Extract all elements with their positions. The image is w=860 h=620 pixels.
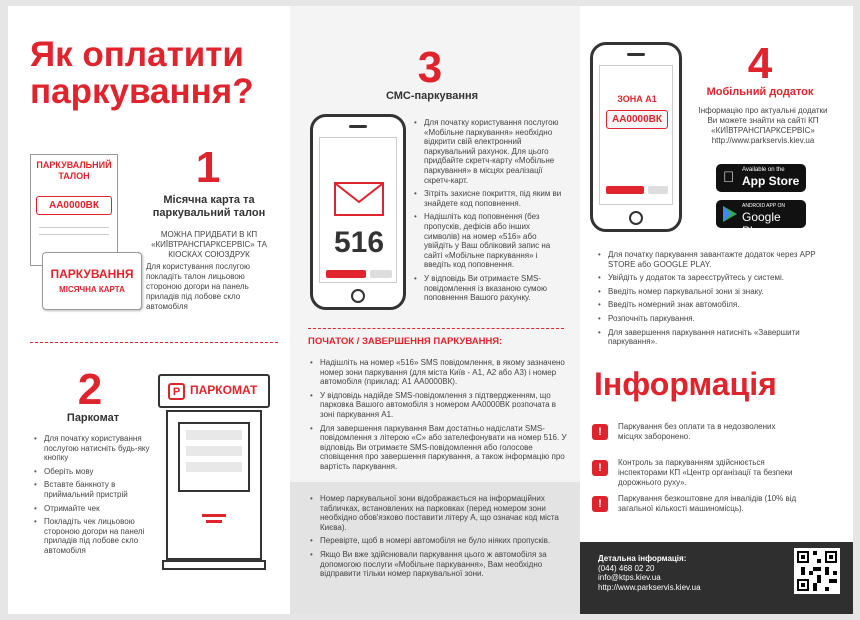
gplay-small: ANDROID APP ON [742,203,785,209]
list-item: • Надішліть на номер «516» SMS повідомлення, в якому зазначено номер зони паркування (для міста Київ - А1, А2 або А3) і номер автомобіля (приклад: А1 АА0000ВК). [308,358,568,387]
list-item: • Вставте банкноту в приймальний пристрій [32,480,162,499]
gplay-big: Google Play [742,210,781,238]
list-item: • Номер паркувальної зони відображається на інформаційних табличках, встановлених на парковках (перед номером зони необхідно обов'язково поставити літеру А, що означає код міста Києва). [308,494,570,532]
section-3-steps [412,118,562,307]
list-item: • Для початку користування послугою натисніть будь-яку кнопку [32,434,162,463]
appstore-small: Available on the [742,167,785,173]
machine-label: ПАРКОМАТ [190,383,258,397]
warning-icon: ! [592,496,608,512]
usage-note: Для користування послугою покладіть талон лицьовою стороною догори на панель приладів під лобове скло автомобіля [146,262,250,311]
list-item: • У відповідь Ви отримаєте SMS-повідомлення із вказаною сумою поповнення Вашого рахунку. [412,274,562,303]
flyer-sheet [8,6,853,614]
parking-ticket-illustration [30,154,118,266]
buy-note: МОЖНА ПРИДБАТИ В КП «КИЇВТРАНСПАРКСЕРВІС» ТА КІОСКАХ СОЮЗДРУК [151,230,267,259]
sms-number: 516 [333,226,385,259]
parking-meter-illustration [154,368,276,584]
section-2-number: 2 [77,365,103,414]
section-3-heading: СМС-паркування [385,90,479,102]
list-item: • Введіть номерний знак автомобіля. [596,300,832,310]
list-item: • Отримайте чек [32,504,162,514]
list-item: • Для завершення паркування Вам достатньо надіслати SMS-повідомлення з літерою «С» або зателефонувати на номер 516. У відповідь Ви отримаєте SMS-повідомлення або голосове сповіщення про завершення паркування, а також інформацію про вартість паркування. [308,424,568,472]
start-end-heading: ПОЧАТОК / ЗАВЕРШЕННЯ ПАРКУВАННЯ: [308,336,503,347]
zone-label: ЗОНА А1 [617,94,657,104]
play-icon [723,206,737,222]
section-3-divider [308,328,564,329]
card-title: ПАРКУВАННЯ [50,267,134,281]
google-play-badge[interactable] [716,200,806,238]
list-item: • Якщо Ви вже здійснювали паркування цього ж автомобіля за допомогою послуги «Мобільне паркування», Вам необхідно відправити тільки номер паркувальної зони. [308,550,570,579]
start-end-steps [308,358,568,476]
section-2-heading: Паркомат [66,412,120,424]
info-heading: Інформація [594,366,777,402]
list-item: • Надішліть код поповнення (без пропусків, дефісів або інших символів) на номер «516» або увійдіть у Ваш обліковий запис на сайті «Мобільне паркування» і введіть код поповнення. [412,212,562,270]
contact-phone: (044) 468 02 20 [598,563,655,573]
info-item: Контроль за паркуванням здійснюється інспекторами КП «Центр організації та безпеки дорожнього руху». [618,458,793,487]
apps-info: Інформацію про актуальні додатки Ви можете знайти на сайті КП «КИЇВТРАНСПАРКСЕРВІС» http://www.parkservis.kiev.ua [698,106,828,145]
list-item: • Введіть номер паркувальної зони зі знаку. [596,287,832,297]
contact-label: Детальна інформація: [598,554,687,563]
section-4-number: 4 [747,39,773,88]
envelope-icon [334,182,384,216]
appstore-big: App Store [742,174,800,188]
section-divider [30,342,278,343]
list-item: • Для завершення паркування натисніть «Завершити паркування». [596,328,832,347]
contact-site[interactable]: http://www.parkservis.kiev.ua [598,582,701,592]
section-4-steps [596,250,832,351]
section-1-heading: Місячна карта та паркувальний талон [152,194,266,219]
section-4-heading: Мобільний додаток [706,86,814,98]
qr-code[interactable] [794,548,840,594]
contact-email[interactable]: info@ktps.kiev.ua [598,573,661,582]
list-item: • Зітріть захисне покриття, під яким ви знайдете код поповнення. [412,189,562,208]
ticket-plate: АА0000ВК [36,196,112,215]
page-title: Як оплатити паркування? [30,35,254,111]
parking-icon: P [168,383,185,400]
section-1-number: 1 [195,143,221,192]
ticket-title: ПАРКУВАЛЬНИЙ ТАЛОН [36,160,112,181]
list-item: • Для початку паркування завантажте додаток через APP STORE або GOOGLE PLAY. [596,250,832,269]
notes-list [308,494,570,583]
app-phone-illustration [590,42,682,232]
monthly-card-illustration [42,252,142,310]
list-item: • Оберіть мову [32,467,162,477]
app-plate: АА0000ВК [606,110,668,129]
list-item: • Розпочніть паркування. [596,314,832,324]
section-3-number: 3 [417,43,443,92]
warning-icon: ! [592,424,608,440]
app-store-badge[interactable] [716,164,806,192]
info-item: Паркування без оплати та в недозволених місцях заборонено. [618,422,776,441]
list-item: • Для початку користування послугою «Мобільне паркування» необхідно відкрити свій електронний паркувальний рахунок. Для цього придбайте скретч-карту «Мобільне паркування» в місцях реалізації скретч-карт. [412,118,562,185]
card-subtitle: МІСЯЧНА КАРТА [59,285,125,294]
list-item: • У відповідь надійде SMS-повідомлення з підтвердженням, що парковка Вашого автомобіля з номером АА0000ВК розпочата в зоні паркування А1. [308,391,568,420]
section-2-steps [32,434,162,560]
info-item: Паркування безкоштовне для інвалідів (10% від загальної кількості машиномісць). [618,494,797,513]
warning-icon: ! [592,460,608,476]
sms-phone-illustration [310,114,406,310]
list-item: • Перевірте, щоб в номері автомобіля не було ніяких пропусків. [308,536,570,546]
contact-block [598,554,701,592]
apple-icon [723,169,734,186]
list-item: • Покладіть чек лицьовою стороною догори на панелі приладів під лобове скло автомобіля [32,517,162,555]
list-item: • Увійдіть у додаток та зареєструйтесь у системі. [596,273,832,283]
